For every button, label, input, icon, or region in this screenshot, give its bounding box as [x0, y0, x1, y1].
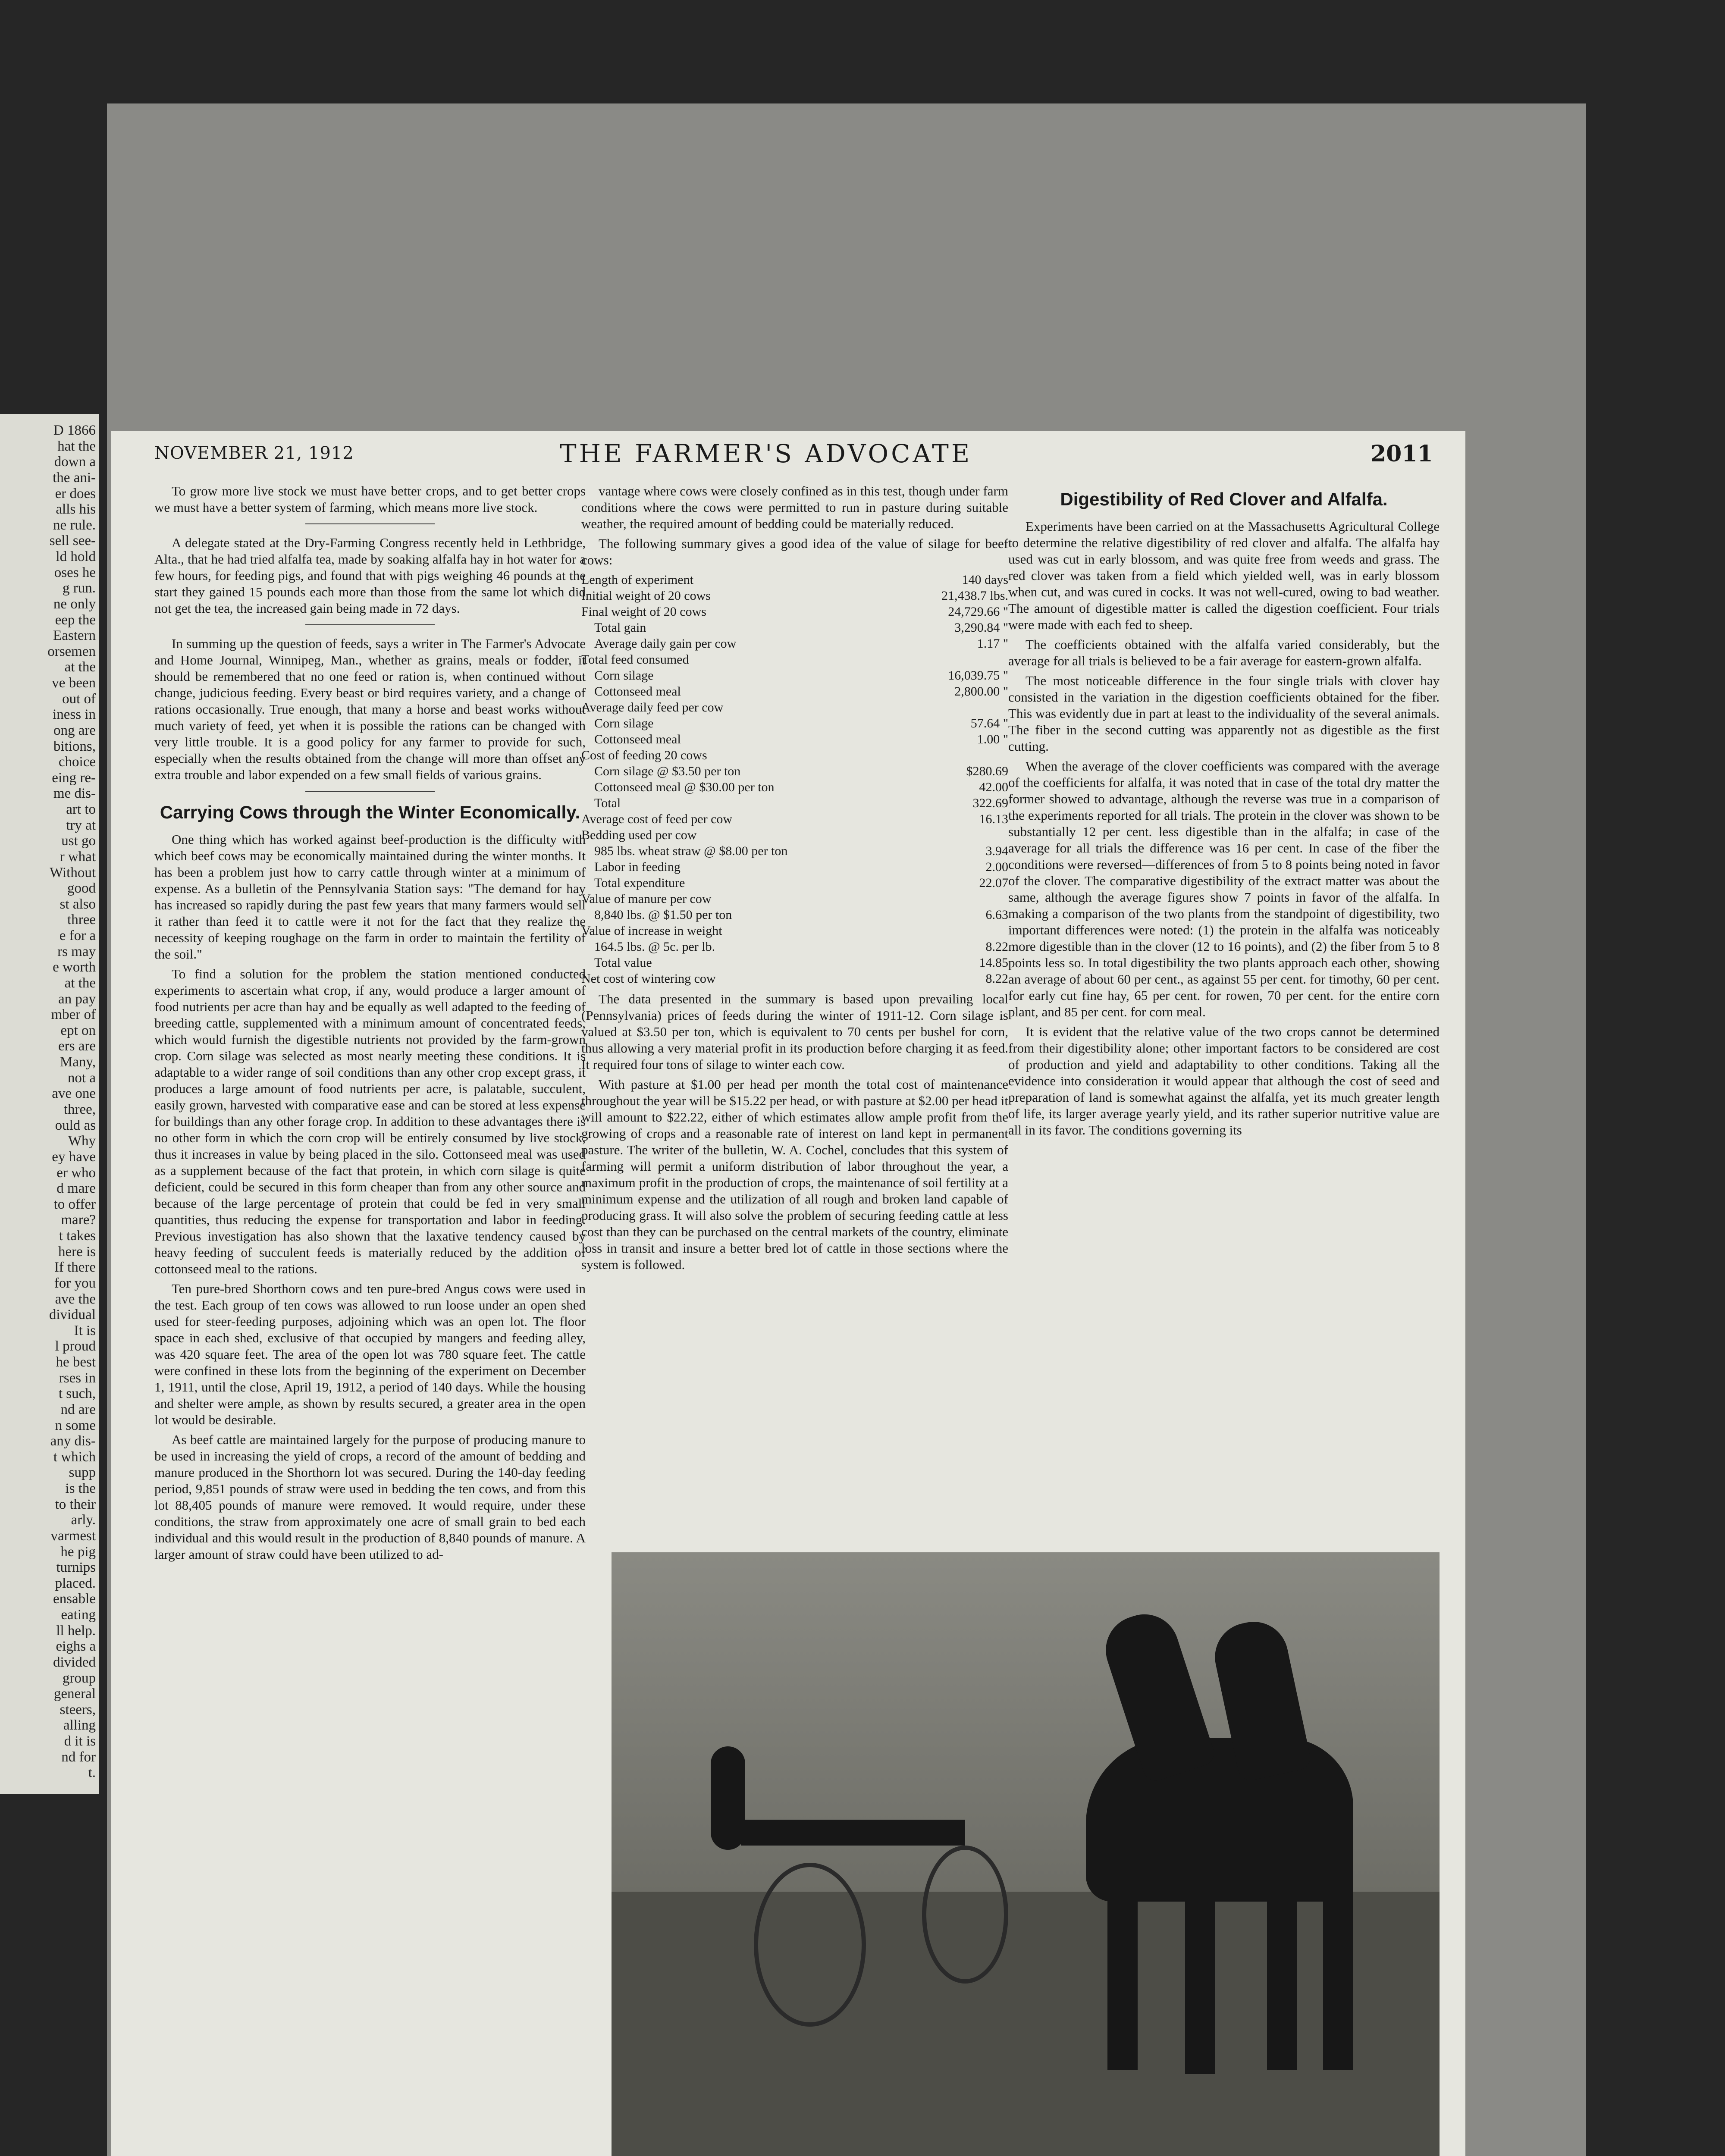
edge-text-line: ne only	[53, 596, 96, 612]
edge-text-line: rs may	[57, 943, 96, 959]
edge-text-line: is the	[65, 1481, 96, 1497]
edge-text-line: art to	[66, 802, 96, 818]
header-title: THE FARMER'S ADVOCATE	[560, 439, 972, 468]
summary-row: Length of experiment 140 days	[581, 573, 1008, 587]
edge-text-line: divided	[53, 1654, 96, 1670]
column-3	[1008, 483, 1440, 1142]
edge-text-line: ve been	[52, 675, 96, 691]
col1-paragraph: One thing which has worked against beef-production is the difficulty with which beef cows may be economically maintained during the winter months. It has been a problem just how to carry cattle through winter at a minimum of expense. As a bulletin of the Pennsylvania Station says: "The demand for hay has increased so rapidly during the past few years that many farmers would sell it rather than feed it to cattle were it not for the fact that they realize the necessity of keeping roughage on the farm in order to maintain the fertility of the soil."	[154, 832, 586, 962]
header-date: NOVEMBER 21, 1912	[154, 443, 354, 463]
edge-text-line: e for a	[59, 928, 96, 944]
column-2	[581, 483, 1008, 1276]
edge-text-line: ept on	[60, 1022, 96, 1038]
edge-text-line: eating	[61, 1607, 96, 1623]
edge-text-line: sell see-	[49, 533, 96, 549]
col2-paragraph: vantage where cows were closely confined as in this test, though under farm conditions where the cows were permitted to run in pasture during suitable weather, the required amount of bedding could be materially reduced.	[581, 483, 1008, 531]
edge-text-line: alls his	[56, 501, 96, 517]
divider	[305, 624, 435, 625]
edge-text-line: e worth	[53, 959, 96, 975]
edge-text-line: he pig	[60, 1544, 96, 1560]
edge-text-line: Eastern	[53, 628, 96, 644]
summary-row: 164.5 lbs. @ 5c. per lb. 8.22	[594, 940, 1008, 954]
edge-text-line: steers,	[60, 1702, 96, 1717]
horse-leg	[1185, 1889, 1215, 2074]
edge-text-line: arly.	[71, 1512, 96, 1528]
col1-paragraph: A delegate stated at the Dry-Farming Congress recently held in Lethbridge, Alta., that he had tried alfalfa tea, made by soaking alfalfa hay in hot water for a few hours, for feeding pigs, and found that with pigs weighing 46 pounds at the start they gained 15 pounds each more than those from the same lot which did not get the tea, the increased gain being made in 72 days.	[154, 535, 586, 616]
edge-text-line: here is	[58, 1244, 96, 1260]
edge-text-line: r what	[60, 849, 96, 865]
edge-text-line: varmest	[50, 1528, 96, 1544]
horse-photograph	[612, 1552, 1440, 2156]
col1-paragraph: Ten pure-bred Shorthorn cows and ten pure-bred Angus cows were used in the test. Each group of ten cows was allowed to run loose under an open shed used for steer-feeding purposes, adjoining which was an open lot. The floor space in each shed, exclusive of that occupied by mangers and feeding alley, was 420 square feet. The area of the open lot was 780 square feet. The cattle were confined in these lots from the beginning of the experiment on December 1, 1911, until the close, April 19, 1912, a period of 140 days. While the housing and shelter were ample, as shown by results secured, a greater area in the open lot would be desirable.	[154, 1281, 586, 1427]
edge-text-line: ave one	[52, 1086, 96, 1102]
edge-text-line: he best	[56, 1354, 96, 1370]
newspaper-page	[111, 431, 1465, 2156]
edge-text-line: d mare	[56, 1181, 96, 1197]
summary-intro: The following summary gives a good idea of the value of silage for beef cows:	[581, 536, 1008, 567]
summary-row: Bedding used per cow	[581, 828, 697, 842]
summary-row: Total feed consumed	[581, 652, 689, 667]
edge-text-line: mare?	[61, 1212, 96, 1228]
summary-row: Initial weight of 20 cows 21,438.7 lbs.	[581, 589, 1008, 603]
edge-text-line: iness in	[53, 707, 96, 723]
edge-text-line: for you	[54, 1275, 96, 1291]
edge-text-line: It is	[74, 1322, 96, 1338]
wagon-body	[741, 1820, 965, 1846]
summary-row: Final weight of 20 cows 24,729.66 "	[581, 605, 1008, 619]
edge-text-line: ey have	[52, 1149, 96, 1165]
edge-text-line: er does	[55, 486, 96, 501]
edge-text-line: dividual	[49, 1307, 96, 1323]
divider	[305, 523, 435, 524]
edge-text-line: alling	[63, 1717, 96, 1733]
edge-text-line: Why	[68, 1133, 96, 1149]
edge-text-line: rses in	[59, 1370, 96, 1386]
summary-row: Net cost of wintering cow 8.22	[581, 971, 1008, 986]
edge-text-line: ers are	[58, 1038, 96, 1054]
edge-text-line: ensable	[53, 1591, 96, 1607]
summary-row: Average daily gain per cow 1.17 "	[594, 636, 1008, 651]
edge-text-line: t.	[88, 1765, 96, 1781]
edge-text-line: t which	[53, 1449, 96, 1465]
summary-row: Cost of feeding 20 cows	[581, 748, 707, 762]
col1-paragraph: To grow more live stock we must have better crops, and to get better crops we must have a better system of farming, which means more live stock.	[154, 483, 586, 515]
edge-text-line: D 1866	[53, 423, 96, 438]
edge-text-line: to offer	[53, 1196, 96, 1212]
edge-text-line: out of	[62, 691, 96, 707]
edge-text-line: g run.	[63, 580, 96, 596]
col3-paragraph: The coefficients obtained with the alfalfa varied considerably, but the average for all trials is believed to be a fair average for eastern-grown alfalfa.	[1008, 637, 1440, 668]
edge-text-line: t such,	[58, 1386, 96, 1402]
col1-paragraph: In summing up the question of feeds, says a writer in The Farmer's Advocate and Home Journal, Winnipeg, Man., whether as grains, meals or fodder, it should be remembered that no one feed or ration is, when continued without change, judicious feeding. Every beast or bird requires variety, and a change of rations occasionally. True enough, that many a horse and beast works without much variety of feed, yet when it is possible the rations can be changed with very little trouble. It is a good policy for any farmer to provide for such, especially when the results obtained from the change will more than offset any extra trouble and labor expended on a few small fields of various grains.	[154, 636, 586, 782]
edge-text-line: an pay	[58, 991, 96, 1007]
horse-leg	[1107, 1889, 1138, 2070]
edge-text-line: choice	[58, 754, 96, 770]
summary-row: Total gain 3,290.84 "	[594, 620, 1008, 635]
driver-figure	[711, 1746, 745, 1850]
edge-text-line: bitions,	[53, 738, 96, 754]
summary-row: Value of increase in weight	[581, 924, 722, 938]
col1-paragraph: As beef cattle are maintained largely for the purpose of producing manure to be used in increasing the yield of crops, a record of the amount of bedding and manure produced in the Shorthorn lot was secured. During the 140-day feeding period, 9,851 pounds of straw were used in bedding the ten cows, and from this lot 88,405 pounds of manure were removed. It would require, under these conditions, the straw from approximately one acre of small grain to bed each individual and this would result in the production of 8,840 pounds of manure. A larger amount of straw could have been utilized to ad-	[154, 1432, 586, 1562]
edge-text-line: ave the	[55, 1291, 96, 1307]
edge-text-line: nd for	[61, 1749, 96, 1765]
summary-row: Corn silage @ $3.50 per ton $280.69	[594, 764, 1008, 778]
col3-paragraph: The most noticeable difference in the four single trials with clover hay consisted in the variation in the digestion coefficients obtained for the fiber. This was evidently due in part at least to the individuality of the several animals. The fiber in the second cutting was apparently not as digestible as the first cutting.	[1008, 673, 1440, 754]
edge-text-line: turnips	[56, 1560, 96, 1576]
edge-text-line: not a	[67, 1070, 96, 1086]
col3-paragraph: It is evident that the relative value of the two crops cannot be determined from their digestibility alone; other important factors to be considered are cost of production and yield and adaptability to other conditions. Taking all the evidence into consideration it would appear that although the cost of seed and preparation of land is somewhat against the alfalfa, yet its much greater length of life, its larger average yearly yield, and its rather superior nutritive value are all in its favor. The conditions governing its	[1008, 1024, 1440, 1138]
header-page-number: 2011	[1371, 441, 1433, 467]
summary-row: Value of manure per cow	[581, 892, 712, 906]
summary-row: Cottonseed meal @ $30.00 per ton 42.00	[594, 780, 1008, 794]
summary-row: Cottonseed meal 2,800.00 "	[594, 684, 1008, 699]
edge-text-line: ld hold	[56, 549, 96, 565]
edge-text-line: group	[63, 1670, 96, 1686]
edge-text-line: d it is	[64, 1733, 96, 1749]
wagon-wheel	[922, 1846, 1008, 1984]
summary-row: Total value 14.85	[594, 956, 1008, 970]
summary-table	[581, 572, 1008, 987]
summary-row: Corn silage 57.64 "	[594, 716, 1008, 730]
edge-text-line: oses he	[54, 564, 96, 580]
edge-text-line: orsemen	[47, 643, 96, 659]
edge-text-line: good	[67, 881, 96, 896]
edge-text-line: Many,	[60, 1054, 96, 1070]
horse-leg	[1323, 1880, 1353, 2070]
column-1	[154, 483, 586, 1566]
edge-text-line: ong are	[53, 722, 96, 738]
summary-row: Corn silage 16,039.75 "	[594, 668, 1008, 683]
summary-row: Total 322.69	[594, 796, 1008, 810]
edge-text-line: at the	[64, 659, 96, 675]
horse-leg	[1267, 1889, 1297, 2070]
edge-text-line: nd are	[60, 1401, 96, 1417]
col3-paragraph: When the average of the clover coefficients was compared with the average of the coefficients for alfalfa, it was noted that in case of the total dry matter the former showed to advantage, although the reverse was true in a comparison of the experiments reported for all trials. The protein in the clover was shown to be substantially 12 per cent. less digestible than in the alfalfa; in case of the average for all trials the difference was 16 per cent. In case of the fiber the conditions were reversed—differences of from 5 to 8 points being noted in favor of the clover. The comparative digestibility of the extract matter was about the same, although the average figures show 7 points in favor of the alfalfa. In making a comparison of the two plants from the standpoint of digestibility, two important differences were noted: (1) the protein in the alfalfa was noticeably more digestible than in the clover (12 to 16 points), and (2) the fiber from 5 to 8 points less so. In total digestibility the two plants approach each other, showing an average of about 60 per cent., as against 55 per cent. for timothy, 60 per cent. for early cut fine hay, 65 per cent. for rowen, 70 per cent. for the entire corn plant, and 85 per cent. for corn meal.	[1008, 758, 1440, 1019]
summary-row: Labor in feeding 2.00	[594, 860, 1008, 874]
edge-text-line: eing re-	[52, 770, 96, 786]
article-heading: Digestibility of Red Clover and Alfalfa.	[1060, 489, 1388, 509]
edge-text-line: mber of	[51, 1007, 96, 1023]
edge-text-line: st also	[60, 896, 96, 912]
col3-paragraph: Experiments have been carried on at the Massachusetts Agricultural College to determine the relative digestibility of red clover and alfalfa. The alfalfa hay used was cut in early blossom, and was quite free from weeds and grass. The red clover was taken from a field which yielded well, was in early blossom when cut, and was cured in cocks. It was not well-cured, owing to bad weather. The amount of digestible matter is called the digestion coefficient. Four trials were made with each fed to sheep.	[1008, 519, 1440, 632]
edge-text-line: at the	[64, 975, 96, 991]
edge-text-line: If there	[54, 1260, 96, 1275]
summary-row: Cottonseed meal 1.00 "	[594, 732, 1008, 746]
edge-text-line: ould as	[55, 1117, 96, 1133]
col2-paragraph: With pasture at $1.00 per head per month the total cost of maintenance throughout the year will be $15.22 per head, or with pasture at $2.00 per head it will amount to $22.22, either of which estimates allow ample profit from the growing of crops and a reasonable rate of interest on land kept in permanent pasture. The writer of the bulletin, W. A. Cochel, concludes that this system of farming will permit a uniform distribution of labor throughout the year, a maximum profit in the production of crops, the maintenance of soil fertility at a minimum expense and the utilization of all rough and broken land capable of producing grass. It will also solve the problem of securing feeding cattle at less cost than they can be purchased on the central markets of the country, eliminate loss in transit and insure a better bred lot of cattle in those sections where the system is followed.	[581, 1077, 1009, 1272]
edge-text-line: placed.	[55, 1575, 96, 1591]
wagon-wheel	[754, 1863, 866, 2027]
edge-text-line: Without	[50, 865, 96, 881]
photo-ground	[612, 1892, 1440, 2156]
edge-text-line: ust go	[61, 833, 96, 849]
edge-text-line: the ani-	[53, 470, 96, 486]
col1-paragraph: To find a solution for the problem the station mentioned conducted experiments to ascertain what crop, if any, would produce a larger amount of food nutrients per acre than hay and be equally as well adapted to the feeding of breeding cattle, supplemented with a minimum amount of concentrated feeds, which would furnish the digestible nutrients not provided by the farm-grown crop. Corn silage was selected as most nearly meeting these conditions. It is adaptable to a wider range of soil conditions than any other crop except grass, it produces a large amount of food nutrients per acre, is palatable, succulent, easily grown, harvested with comparative ease and can be stored at less expense for buildings than any other forage crop. In addition to these advantages there is no other form in which the corn crop will be entirely consumed by live stock, thus it increases in value by being placed in the silo. Cottonseed meal was used as a supplement because of the fact that protein, in which corn silage is quite deficient, could be secured in this form cheaper than from any other source and because of the large percentage of protein that could be fed in very small quantities, thus reducing the expense for transportation and labor in feeding. Previous investigation has also shown that the laxative tendency caused by heavy feeding of succulent feeds is materially reduced by the addition of cottonseed meal to the rations.	[154, 966, 586, 1276]
adjacent-page-edge	[0, 414, 99, 1794]
article-heading: Carrying Cows through the Winter Economically.	[160, 802, 580, 822]
edge-text-line: to their	[55, 1496, 96, 1512]
edge-text-line: eighs a	[56, 1639, 96, 1655]
edge-text-line: general	[53, 1686, 96, 1702]
horse-body	[1086, 1738, 1353, 1902]
col2-paragraph: The data presented in the summary is based upon prevailing local (Pennsylvania) prices of feeds during the winter of 1911-12. Corn silage is valued at $3.50 per ton, which is equivalent to 70 cents per bushel for corn, thus allowing a very material profit in its production before charging it as feed. It required four tons of silage to winter each cow.	[581, 991, 1008, 1072]
edge-text-line: l proud	[55, 1338, 96, 1354]
divider	[305, 791, 435, 792]
edge-text-line: n some	[55, 1417, 96, 1433]
edge-text-line: er who	[56, 1165, 96, 1181]
edge-text-line: ll help.	[56, 1623, 96, 1639]
edge-text-line: t takes	[59, 1228, 96, 1244]
edge-text-line: three	[67, 912, 96, 928]
summary-row: 8,840 lbs. @ $1.50 per ton 6.63	[594, 908, 1008, 922]
edge-text-line: me dis-	[53, 786, 96, 802]
summary-row: Total expenditure 22.07	[594, 876, 1008, 890]
edge-text-line: down a	[54, 454, 96, 470]
edge-text-line: three,	[63, 1102, 96, 1117]
edge-text-line: try at	[66, 817, 96, 833]
summary-row: 985 lbs. wheat straw @ $8.00 per ton 3.94	[594, 844, 1008, 858]
edge-text-line: ne rule.	[53, 517, 96, 533]
summary-row: Average cost of feed per cow 16.13	[581, 812, 1008, 826]
summary-row: Average daily feed per cow	[581, 700, 724, 714]
edge-text-line: hat the	[57, 438, 96, 454]
edge-text-line: any dis-	[50, 1433, 96, 1449]
edge-text-line: eep the	[55, 612, 96, 628]
edge-text-line: supp	[69, 1465, 96, 1481]
